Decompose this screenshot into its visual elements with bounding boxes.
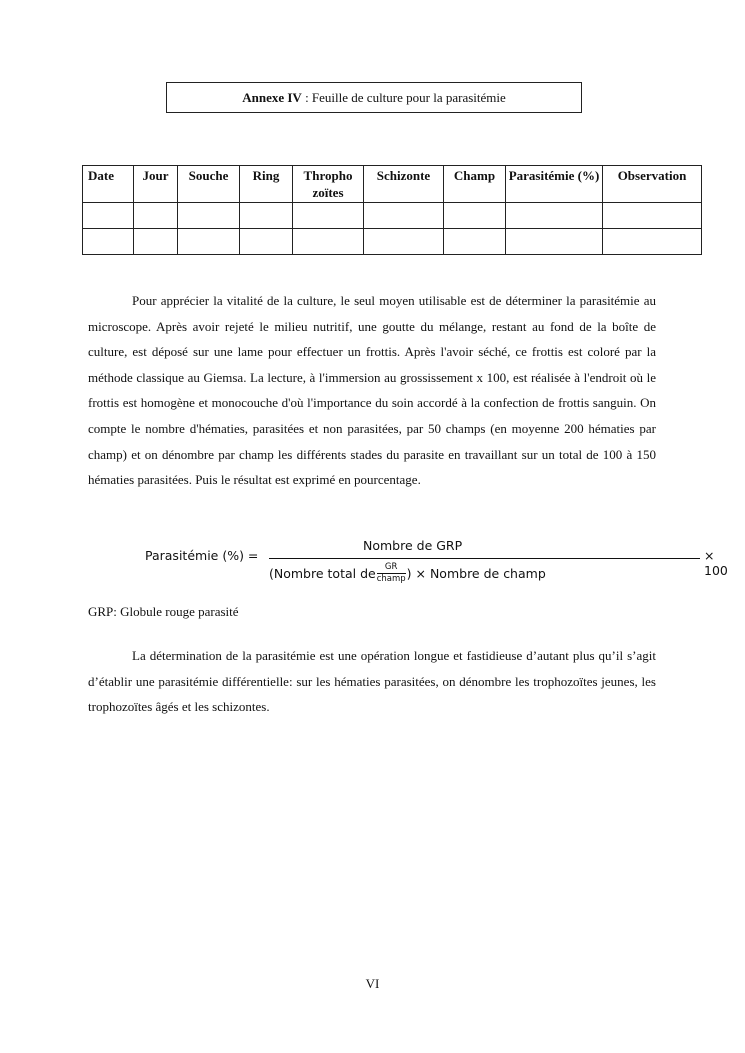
table-cell: [364, 203, 444, 229]
col-header-jour: Jour: [134, 166, 178, 203]
grp-definition: GRP: Globule rouge parasité: [88, 604, 239, 619]
paragraph-method: Pour apprécier la vitalité de la culture, le seul moyen utilisable est de déterminer la parasitémie au microscope. Après avoir rejeté le milieu nutritif, une goutte du mélange, restant au fond de la boîte de culture, est déposé sur une lame pour effectuer un frottis. Après l'avoir séché, ce frottis est coloré par la méthode classique au Giemsa. La lecture, à l'immersion au grossissement x 100, est réalisée à l'endroit où le frottis est homogène et monocouche d'où l'importance du soin accordé à la confection de frottis sanguin. On compte le nombre d'hématies, parasitées et non parasitées, par 50 champs (en moyenne 200 hématies par champ) et on dénombre par champ les différents stades du parasite en travaillant sur un total de 100 à 150 hématies parasitées. Puis le résultat est exprimé en pourcentage.: [88, 293, 656, 488]
col-header-ring: Ring: [240, 166, 293, 203]
table-cell: [603, 203, 702, 229]
table-cell: [240, 229, 293, 255]
paragraph-differential: La détermination de la parasitémie est une opération longue et fastidieuse d’autant plus qu’il s’agit d’établir une parasitémie différentielle: sur les hématies parasitées, on dénombre les trophozoïtes jeunes, les trophozoïtes âgés et les schizontes.: [88, 648, 656, 715]
formula-numerator: Nombre de GRP: [363, 538, 463, 553]
table-cell: [603, 229, 702, 255]
formula-mini-fraction: [377, 563, 406, 584]
table-cell: [178, 229, 240, 255]
formula-mini-num: GR: [384, 562, 398, 572]
col-header-schizonte: Schizonte: [364, 166, 444, 203]
annex-title-box: [166, 82, 582, 113]
col-header-throphozoites: Thropho zoïtes: [293, 166, 364, 203]
table-cell: [444, 229, 506, 255]
table-cell: [444, 203, 506, 229]
formula-multiplier: × 100: [704, 548, 728, 578]
annex-title-bold: Annexe IV: [242, 89, 302, 105]
table-row: [83, 229, 702, 255]
col-header-champ: Champ: [444, 166, 506, 203]
table-cell: [134, 229, 178, 255]
annex-title-rest: : Feuille de culture pour la parasitémie: [301, 89, 506, 105]
formula-den-pre: (Nombre total de: [269, 566, 376, 581]
col-header-observation: Observation: [603, 166, 702, 203]
table-row: [83, 203, 702, 229]
table-cell: [364, 229, 444, 255]
col-header-parasitemie: Parasitémie (%): [506, 166, 603, 203]
table-cell: [240, 203, 293, 229]
formula-den-post: ) × Nombre de champ: [406, 566, 546, 581]
culture-sheet-table: [82, 165, 702, 255]
table-cell: [293, 203, 364, 229]
formula-mini-den: champ: [376, 574, 406, 584]
formula-denominator: [269, 563, 701, 584]
table-cell: [134, 203, 178, 229]
page-number: VI: [365, 976, 380, 991]
table-header-row: [83, 166, 702, 203]
table-cell: [83, 229, 134, 255]
col-header-date: Date: [83, 166, 134, 203]
parasitemia-formula: [145, 536, 728, 592]
col-header-souche: Souche: [178, 166, 240, 203]
formula-lhs: Parasitémie (%) =: [145, 548, 259, 563]
table-cell: [506, 229, 603, 255]
table-cell: [506, 203, 603, 229]
table-cell: [83, 203, 134, 229]
annex-title: [242, 90, 506, 106]
formula-fraction-bar: [269, 558, 700, 559]
table-cell: [293, 229, 364, 255]
table-cell: [178, 203, 240, 229]
